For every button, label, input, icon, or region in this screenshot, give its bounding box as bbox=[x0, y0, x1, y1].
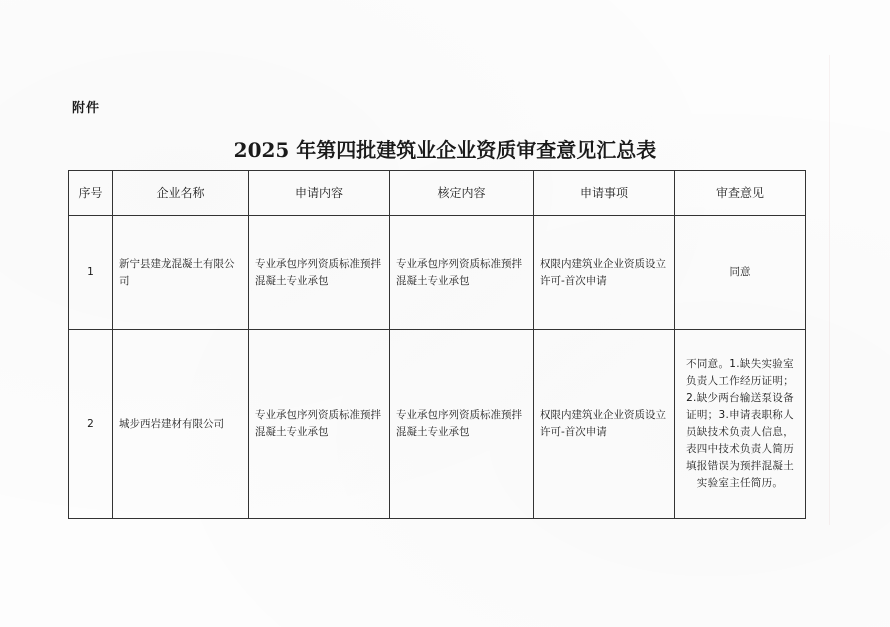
header-company: 企业名称 bbox=[113, 171, 249, 216]
table-row bbox=[69, 330, 806, 519]
side-seal-mark bbox=[829, 55, 890, 525]
header-approved: 核定内容 bbox=[390, 171, 534, 216]
table-row bbox=[69, 216, 806, 330]
cell-approved: 专业承包序列资质标准预拌混凝土专业承包 bbox=[390, 216, 534, 330]
cell-opinion: 同意 bbox=[675, 216, 806, 330]
cell-matter: 权限内建筑业企业资质设立许可-首次申请 bbox=[534, 330, 675, 519]
cell-company: 城步西岩建材有限公司 bbox=[113, 330, 249, 519]
header-applied: 申请内容 bbox=[249, 171, 390, 216]
cell-company: 新宁县建龙混凝土有限公司 bbox=[113, 216, 249, 330]
review-summary-table bbox=[68, 170, 806, 519]
header-matter: 申请事项 bbox=[534, 171, 675, 216]
header-no: 序号 bbox=[69, 171, 113, 216]
cell-applied: 专业承包序列资质标准预拌混凝土专业承包 bbox=[249, 330, 390, 519]
header-opinion: 审查意见 bbox=[675, 171, 806, 216]
attachment-label: 附件 bbox=[72, 101, 101, 116]
table-header-row bbox=[69, 171, 806, 216]
cell-approved: 专业承包序列资质标准预拌混凝土专业承包 bbox=[390, 330, 534, 519]
cell-no: 2 bbox=[69, 330, 113, 519]
cell-matter: 权限内建筑业企业资质设立许可-首次申请 bbox=[534, 216, 675, 330]
cell-applied: 专业承包序列资质标准预拌混凝土专业承包 bbox=[249, 216, 390, 330]
cell-no: 1 bbox=[69, 216, 113, 330]
cell-opinion: 不同意。1.缺失实验室负责人工作经历证明；2.缺少两台输送泵设备证明；3.申请表职称人员缺技术负责人信息，表四中技术负责人简历填报错误为预拌混凝土实验室主任简历。 bbox=[675, 330, 806, 519]
document-title: 2025 年第四批建筑业企业资质审查意见汇总表 bbox=[233, 138, 657, 162]
